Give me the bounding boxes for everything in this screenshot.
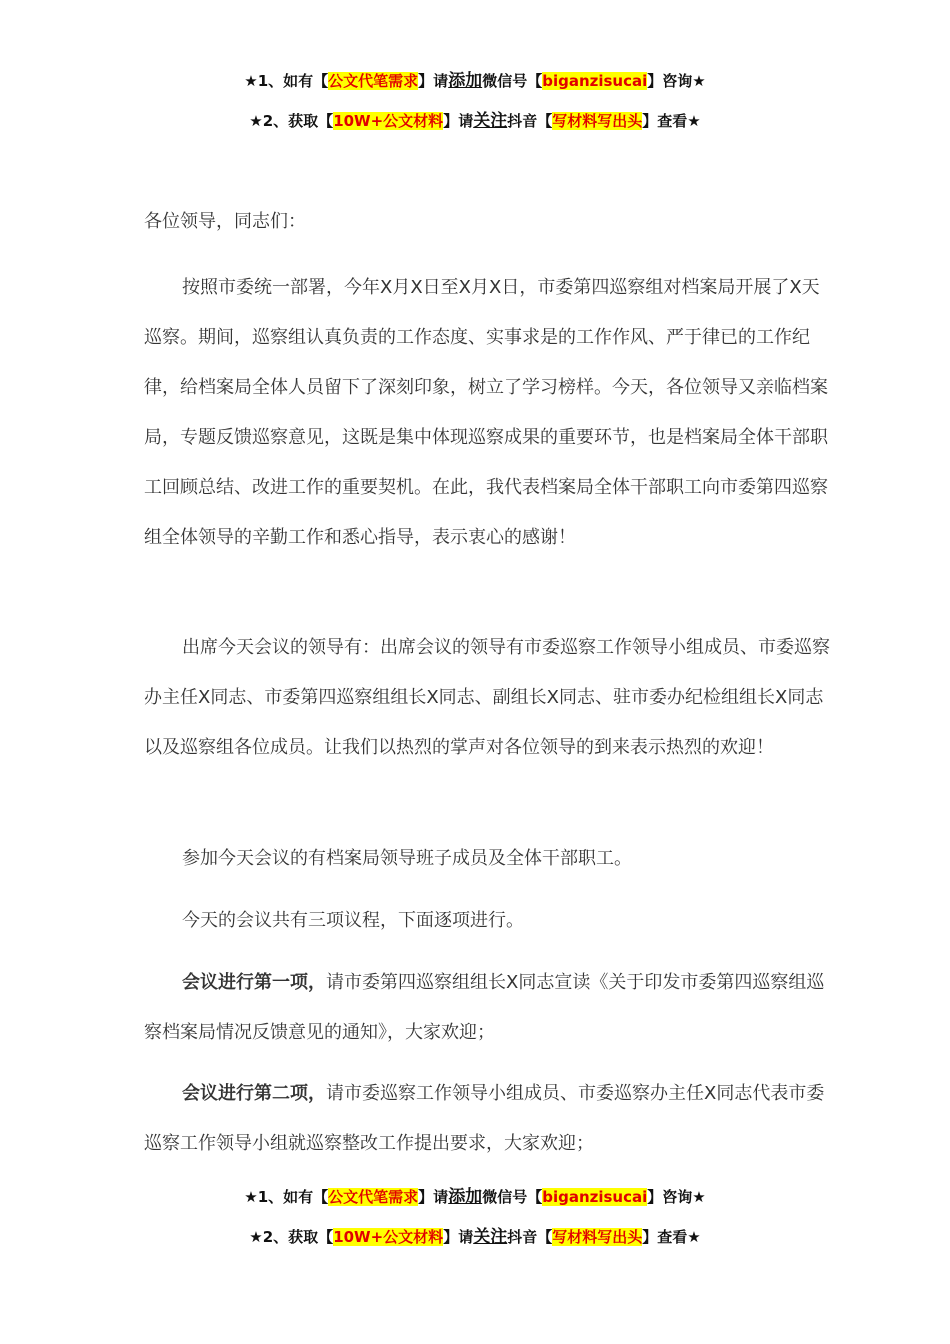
agenda-item-2-lead: 会议进行第二项， (182, 1083, 326, 1104)
footer-line1-prefix: ★1、如有【 (244, 1188, 329, 1206)
footer-line1-mid2: 微信号【 (482, 1188, 543, 1206)
agenda-item-1 (144, 958, 834, 1058)
header-line2-mid2: 抖音【 (507, 112, 553, 130)
paragraph-opening-text: 按照市委统一部署，今年X月X日至X月X日，市委第四巡察组对档案局开展了X天巡察。期间，巡察组认真负责的工作态度、实事求是的工作作风、严于律已的工作纪律，给档案局全体人员留下了深刻印象，树立了学习榜样。今天，各位领导又亲临档案局，专题反馈巡察意见，这既是集中体现巡察成果的重要环节，也是档案局全体干部职工回顾总结、改进工作的重要契机。在此，我代表档案局全体干部职工向市委第四巡察组全体领导的辛勤工作和悉心指导，表示衷心的感谢！ (144, 277, 828, 548)
footer-ad-line-2 (0, 1227, 950, 1247)
header-line2-mid1: 】请 (443, 112, 474, 130)
paragraph-agenda-text: 今天的会议共有三项议程，下面逐项进行。 (182, 910, 524, 931)
header-line1-mid2: 微信号【 (482, 72, 543, 90)
paragraph-participants (144, 834, 834, 884)
footer-line1-highlight-wechat: biganzisucai (542, 1188, 648, 1206)
paragraph-agenda (144, 896, 834, 946)
agenda-item-1-text: 请市委第四巡察组组长X同志宣读《关于印发市委第四巡察组巡察档案局情况反馈意见的通知》，大家欢迎； (144, 972, 825, 1043)
header-line2-prefix: ★2、获取【 (249, 112, 334, 130)
header-line1-suffix: 】咨询★ (647, 72, 706, 90)
footer-line1-highlight-service: 公文代笔需求 (328, 1188, 419, 1206)
header-ad-line-2 (0, 111, 950, 131)
footer-line1-suffix: 】咨询★ (647, 1188, 706, 1206)
header-line2-suffix: 】查看★ (642, 112, 701, 130)
header-line2-highlight-materials: 10W+公文材料 (333, 112, 444, 130)
footer-line2-mid1: 】请 (443, 1228, 474, 1246)
footer-line2-emphasis: 关注 (473, 1227, 508, 1247)
footer-line2-mid2: 抖音【 (507, 1228, 553, 1246)
header-ad-line-1 (0, 71, 950, 91)
paragraph-opening (144, 263, 834, 563)
agenda-item-2 (144, 1069, 834, 1169)
agenda-item-1-lead: 会议进行第一项， (182, 972, 326, 993)
greeting-text: 各位领导，同志们： (144, 211, 306, 232)
footer-line2-prefix: ★2、获取【 (249, 1228, 334, 1246)
footer-line1-emphasis: 添加 (448, 1187, 483, 1207)
header-line1-highlight-service: 公文代笔需求 (328, 72, 419, 90)
footer-line2-highlight-douyin: 写材料写出头 (552, 1228, 643, 1246)
agenda-item-2-text: 请市委巡察工作领导小组成员、市委巡察办主任X同志代表市委巡察工作领导小组就巡察整改工作提出要求，大家欢迎； (144, 1083, 825, 1154)
footer-line2-suffix: 】查看★ (642, 1228, 701, 1246)
footer-ad-line-1 (0, 1187, 950, 1207)
footer-line2-highlight-materials: 10W+公文材料 (333, 1228, 444, 1246)
paragraph-attending-leaders (144, 623, 834, 773)
paragraph-participants-text: 参加今天会议的有档案局领导班子成员及全体干部职工。 (182, 848, 632, 869)
paragraph-attending-leaders-text: 出席今天会议的领导有：出席会议的领导有市委巡察工作领导小组成员、市委巡察办主任X同志、市委第四巡察组组长X同志、副组长X同志、驻市委办纪检组组长X同志以及巡察组各位成员。让我们以热烈的掌声对各位领导的到来表示热烈的欢迎！ (144, 637, 830, 758)
header-line1-mid1: 】请 (418, 72, 449, 90)
header-line1-highlight-wechat: biganzisucai (542, 72, 648, 90)
header-line2-emphasis: 关注 (473, 111, 508, 131)
header-line2-highlight-douyin: 写材料写出头 (552, 112, 643, 130)
agenda-item-1-paragraph (144, 958, 834, 1058)
greeting (144, 197, 834, 247)
footer-line1-mid1: 】请 (418, 1188, 449, 1206)
header-line1-emphasis: 添加 (448, 71, 483, 91)
header-line1-prefix: ★1、如有【 (244, 72, 329, 90)
agenda-item-2-paragraph (144, 1069, 834, 1169)
